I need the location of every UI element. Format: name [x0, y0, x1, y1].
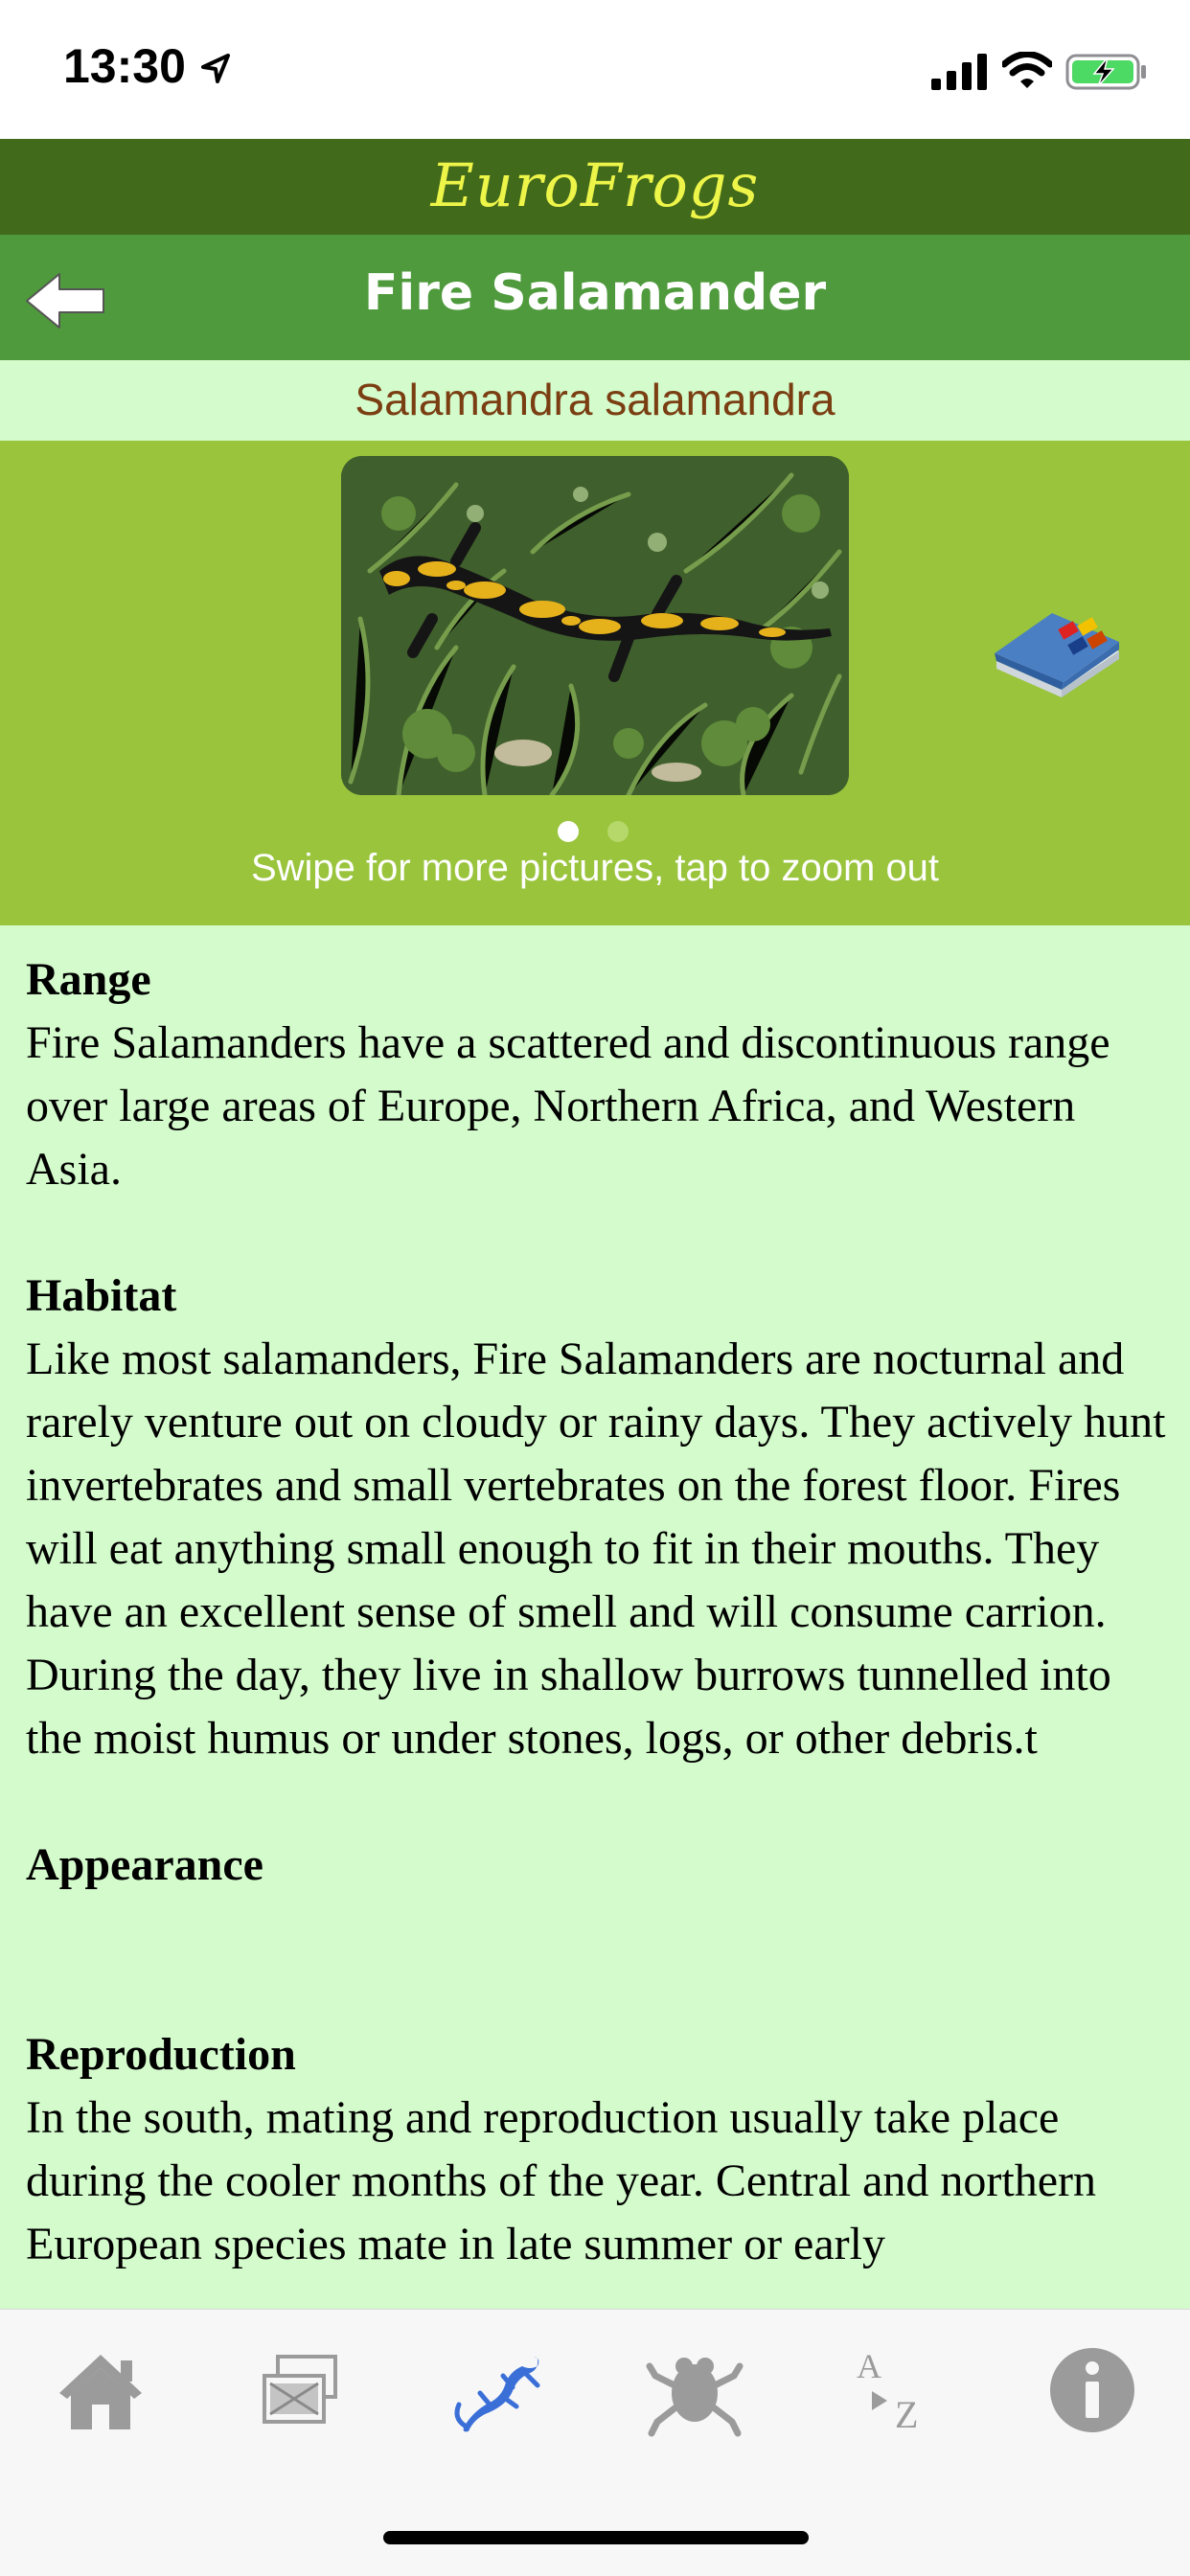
reproduction-text: In the south, mating and reproduction usually take place during the cooler months of the year. Central and northern European species mate in late summer or early — [26, 2092, 1097, 2269]
status-bar — [0, 0, 1190, 139]
range-heading: Range — [26, 954, 151, 1005]
salamander-photo[interactable] — [341, 456, 849, 795]
appearance-heading: Appearance — [26, 1839, 263, 1890]
app-title: EuroFrogs — [430, 150, 760, 220]
wifi-icon — [1002, 52, 1052, 95]
latin-name-band — [0, 360, 1190, 441]
app-title-bar — [0, 139, 1190, 235]
tab-salamanders[interactable] — [446, 2337, 551, 2443]
habitat-heading: Habitat — [26, 1270, 177, 1321]
location-arrow-icon — [199, 53, 232, 90]
home-icon — [48, 2337, 153, 2443]
status-time: 13:30 — [63, 39, 186, 93]
field-guide-book-icon[interactable] — [987, 586, 1127, 701]
battery-charging-icon — [1065, 54, 1148, 95]
postcard-gallery-icon — [249, 2337, 355, 2443]
frog-icon — [642, 2337, 747, 2443]
species-description — [26, 948, 1166, 2309]
cellular-signal-icon — [931, 54, 989, 95]
range-text: Fire Salamanders have a scattered and discontinuous range over large areas of Europe, Northern Africa, and Western Asia. — [26, 1017, 1110, 1195]
habitat-text: Like most salamanders, Fire Salamanders are nocturnal and rarely venture out on cloudy or rainy days. They actively hunt invertebrates and small vertebrates on the forest floor. Fires will eat anything small enough to fit in their mouths. They have an excellent sense of smell and will consume carrion. During the day, they live in shallow burrows tunnelled into the moist humus or under stones, logs, or other debris.t — [26, 1334, 1166, 1764]
svg-text:Z: Z — [895, 2393, 919, 2436]
pager-dot-active[interactable] — [558, 821, 579, 842]
pager-dot-inactive[interactable] — [607, 821, 629, 842]
latin-name: Salamandra salamandra — [355, 375, 835, 424]
tab-index[interactable] — [843, 2337, 949, 2443]
species-title: Fire Salamander — [363, 264, 827, 322]
tab-home[interactable] — [48, 2337, 153, 2443]
salamander-icon — [446, 2337, 551, 2443]
svg-text:A: A — [857, 2347, 881, 2385]
tab-postcards[interactable] — [249, 2337, 355, 2443]
tab-frogs[interactable] — [642, 2337, 747, 2443]
a-to-z-index-icon — [843, 2337, 949, 2443]
spacer — [26, 1960, 1166, 2023]
home-indicator[interactable] — [383, 2531, 809, 2544]
swipe-hint: Swipe for more pictures, tap to zoom out — [250, 847, 940, 889]
info-icon — [1040, 2337, 1145, 2443]
tab-info[interactable] — [1040, 2337, 1145, 2443]
reproduction-heading: Reproduction — [26, 2029, 296, 2080]
